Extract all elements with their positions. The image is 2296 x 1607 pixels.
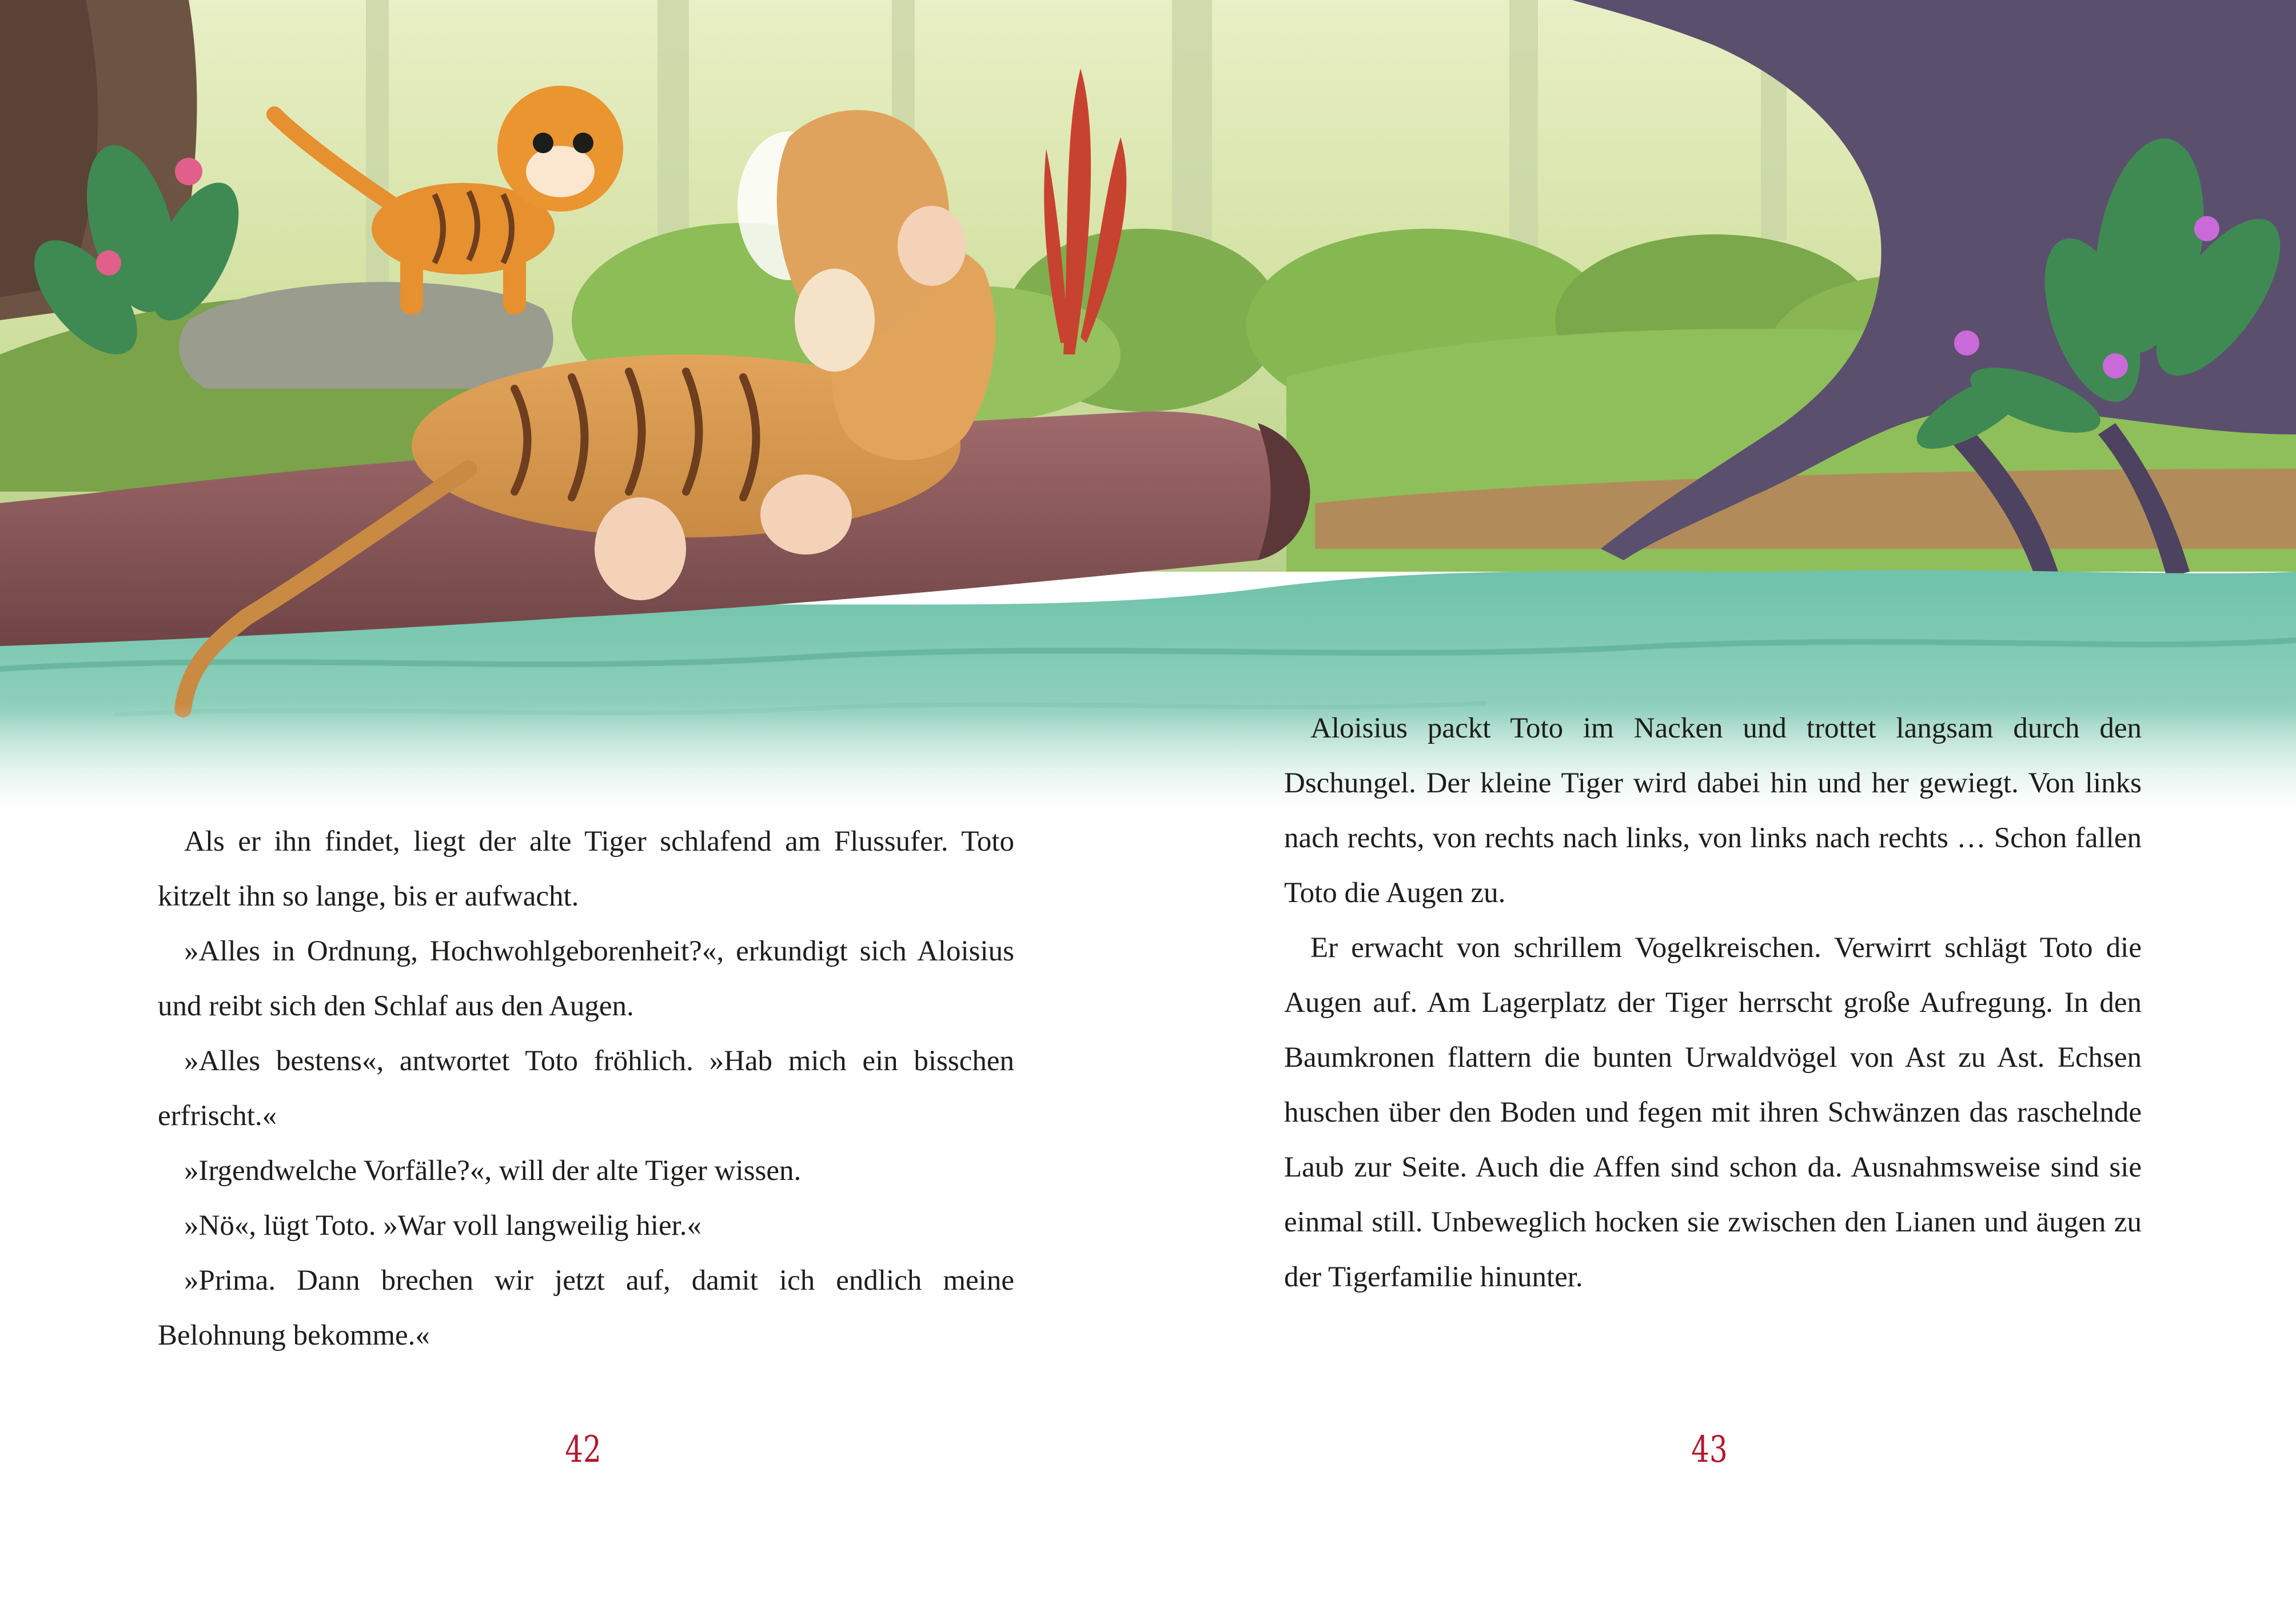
page-number-left: 42	[565, 1429, 601, 1471]
paragraph: Als er ihn findet, liegt der alte Tiger schlafend am Flussufer. Toto kitzelt ihn so lange, bis er aufwacht.	[158, 826, 1014, 912]
right-page-text	[1284, 701, 2142, 1305]
paragraph: »Alles in Ordnung, Hochwohlgeborenheit?«, erkundigt sich Aloisius und reibt sich den Schlaf aus den Augen.	[158, 935, 1014, 1022]
page-number-right: 43	[1691, 1429, 1728, 1471]
paragraph: »Irgendwelche Vorfälle?«, will der alte Tiger wissen.	[184, 1155, 802, 1187]
paragraph: Aloisius packt Toto im Nacken und trottet langsam durch den Dschungel. Der kleine Tiger wird dabei hin und her gewiegt. Von links nach rechts, von rechts nach links, von links nach rechts … Schon fallen Toto die Augen zu.	[1284, 712, 2142, 909]
left-page-text	[158, 814, 1014, 1363]
paragraph: »Alles bestens«, antwortet Toto fröhlich. »Hab mich ein bisschen erfrischt.«	[158, 1045, 1014, 1132]
paragraph: Er erwacht von schrillem Vogelkreischen. Verwirrt schlägt Toto die Augen auf. Am Lagerplatz der Tiger herrscht große Aufregung. In den Baumkronen flattern die bunten Urwaldvögel von Ast zu Ast. Echsen huschen über den Boden und fegen mit ihren Schwänzen das raschelnde Laub zur Seite. Auch die Affen sind schon da. Ausnahmsweise sind sie einmal still. Unbeweglich hocken sie zwischen den Lianen und äugen zu der Tigerfamilie hinunter.	[1284, 932, 2142, 1293]
paragraph: »Prima. Dann brechen wir jetzt auf, damit ich endlich meine Belohnung bekomme.«	[158, 1265, 1014, 1351]
paragraph: »Nö«, lügt Toto. »War voll langweilig hier.«	[184, 1210, 702, 1242]
